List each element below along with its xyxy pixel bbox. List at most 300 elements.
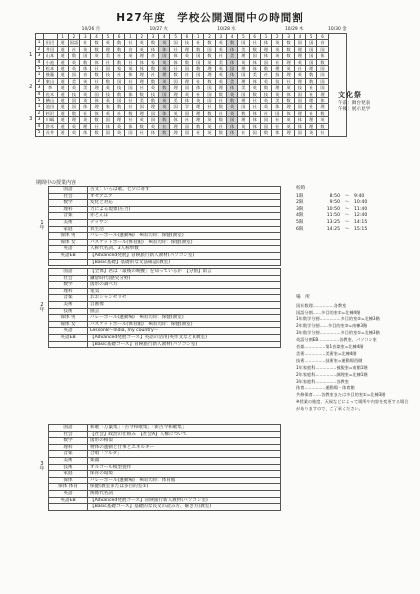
subject-cell: 国 bbox=[249, 130, 260, 136]
subject-cell: 理 bbox=[306, 66, 317, 72]
time-sep: 〜 bbox=[344, 200, 350, 206]
subject-cell: 数 bbox=[215, 130, 226, 136]
subject-cell: 体 bbox=[249, 117, 260, 123]
content-row bbox=[36, 308, 281, 315]
subject-cell: 体 bbox=[260, 40, 271, 46]
subject-cell: 体 bbox=[317, 53, 328, 59]
teacher-name: 後藤 bbox=[43, 72, 57, 78]
period-number: 4 bbox=[226, 34, 237, 40]
period-number: 6 bbox=[181, 34, 192, 40]
lesson-content: 保育の環境 bbox=[88, 471, 281, 478]
subject-cell: 体 bbox=[91, 98, 102, 104]
subject-cell: 数 bbox=[91, 117, 102, 123]
subject-cell: 体 bbox=[125, 72, 136, 78]
content-row bbox=[36, 321, 281, 328]
period-number: 4 bbox=[91, 34, 102, 40]
period-number: 1 bbox=[57, 34, 68, 40]
subject-cell: 家 bbox=[102, 104, 113, 110]
class-number: 5 bbox=[35, 66, 43, 72]
content-row bbox=[36, 295, 281, 302]
subject-name: 国語 bbox=[49, 425, 88, 432]
subject-name: 社会 bbox=[49, 193, 88, 200]
subject-cell: 社 bbox=[102, 59, 113, 65]
subject-cell: 英 bbox=[136, 40, 147, 46]
subject-cell: 体 bbox=[80, 66, 91, 72]
subject-cell: 技 bbox=[272, 78, 283, 84]
subject-cell: 国 bbox=[238, 40, 249, 46]
subject-cell: 道 bbox=[57, 85, 68, 91]
subject-cell: 体 bbox=[226, 59, 237, 65]
subject-cell: 家 bbox=[113, 66, 124, 72]
subject-cell: 理 bbox=[159, 72, 170, 78]
date-header: 10/30 金 bbox=[328, 26, 347, 32]
subject-cell: 社 bbox=[181, 72, 192, 78]
subject-cell: 英 bbox=[80, 98, 91, 104]
subject-cell: 国 bbox=[204, 46, 215, 52]
subject-cell: 数 bbox=[68, 110, 79, 116]
lesson-content: 自画像 bbox=[88, 301, 281, 308]
class-number: 4 bbox=[35, 123, 43, 129]
subject-cell: 国 bbox=[68, 104, 79, 110]
subject-cell: 国 bbox=[317, 66, 328, 72]
subject-cell: 美 bbox=[68, 78, 79, 84]
subject-cell: 理 bbox=[294, 110, 305, 116]
class-number: 3 bbox=[35, 117, 43, 123]
date-header: 10/28 水 bbox=[217, 26, 236, 32]
subject-cell: 社 bbox=[91, 123, 102, 129]
content-row bbox=[36, 219, 281, 226]
subject-cell: 英 bbox=[260, 78, 271, 84]
class-row bbox=[27, 53, 347, 59]
subject-cell: 理 bbox=[170, 130, 181, 136]
period-number: 5 bbox=[170, 34, 181, 40]
corner bbox=[35, 26, 43, 34]
subject-cell: 道 bbox=[57, 130, 68, 136]
subject-cell: 美 bbox=[238, 85, 249, 91]
subject-cell: 国 bbox=[204, 98, 215, 104]
subject-cell: 理 bbox=[306, 117, 317, 123]
corner bbox=[27, 26, 35, 34]
subject-name bbox=[49, 259, 88, 266]
subject-cell: 体 bbox=[226, 85, 237, 91]
subject-cell: 英 bbox=[215, 72, 226, 78]
period-number: 1 bbox=[125, 34, 136, 40]
subject-cell: 理 bbox=[193, 104, 204, 110]
subject-cell: 英 bbox=[181, 91, 192, 97]
subject-cell: 英 bbox=[283, 123, 294, 129]
lesson-content: 力による現象(圧力) bbox=[88, 206, 281, 213]
lesson-content: 変化と対応 bbox=[88, 200, 281, 207]
class-row bbox=[27, 66, 347, 72]
period-row bbox=[27, 34, 347, 40]
subject-name: 理科 bbox=[49, 288, 88, 295]
subject-cell: 国 bbox=[238, 104, 249, 110]
subject-cell: 国 bbox=[294, 130, 305, 136]
subject-cell: 技 bbox=[294, 85, 305, 91]
subject-name: 家庭 bbox=[49, 471, 88, 478]
subject-cell: 理 bbox=[283, 130, 294, 136]
subject-cell: 社 bbox=[68, 46, 79, 52]
subject-cell: 数 bbox=[193, 46, 204, 52]
subject-name bbox=[49, 504, 88, 511]
class-number: 5 bbox=[35, 130, 43, 136]
subject-cell: 体 bbox=[80, 130, 91, 136]
subject-cell: 理 bbox=[170, 123, 181, 129]
subject-cell: 英 bbox=[283, 117, 294, 123]
subject-name bbox=[49, 341, 88, 348]
subject-cell: 国 bbox=[260, 59, 271, 65]
subject-cell: 国 bbox=[249, 53, 260, 59]
teacher-name: 東山 bbox=[43, 78, 57, 84]
subject-name: 技術 bbox=[49, 308, 88, 315]
lesson-content: 楽器 bbox=[88, 457, 281, 464]
subject-name: 保体 男 bbox=[49, 315, 88, 322]
content-row bbox=[36, 328, 281, 335]
subject-name: 英語EB bbox=[49, 252, 88, 259]
subject-cell: 道 bbox=[57, 91, 68, 97]
subject-cell: 国 bbox=[181, 85, 192, 91]
subject-cell: 体 bbox=[249, 110, 260, 116]
subject-cell: 数 bbox=[181, 59, 192, 65]
period-number: 2 bbox=[136, 34, 147, 40]
subject-cell: 数 bbox=[113, 46, 124, 52]
subject-cell: 社 bbox=[80, 110, 91, 116]
class-row bbox=[27, 98, 347, 104]
subject-cell: 英 bbox=[272, 91, 283, 97]
subject-cell: 国 bbox=[317, 85, 328, 91]
subject-cell: 社 bbox=[306, 91, 317, 97]
places-block bbox=[296, 295, 412, 413]
content-row bbox=[36, 334, 281, 341]
subject-cell: 理 bbox=[136, 72, 147, 78]
subject-cell: 社 bbox=[170, 66, 181, 72]
subject-name: 国語 bbox=[49, 187, 88, 194]
period-number: 3 bbox=[147, 34, 158, 40]
subject-cell: 英 bbox=[215, 46, 226, 52]
lesson-content: おおシャンゼリゼ bbox=[88, 295, 281, 302]
subject-cell: 体 bbox=[147, 130, 158, 136]
subject-cell: 英 bbox=[306, 130, 317, 136]
subject-cell: 理 bbox=[68, 117, 79, 123]
subject-cell: 英 bbox=[260, 104, 271, 110]
period-number: 1 bbox=[193, 34, 204, 40]
subject-cell: 数 bbox=[317, 59, 328, 65]
subject-cell: 体 bbox=[226, 46, 237, 52]
subject-cell: 数 bbox=[91, 72, 102, 78]
subject-name: 音楽 bbox=[49, 451, 88, 458]
content-row bbox=[36, 187, 281, 194]
subject-name: 数学 bbox=[49, 282, 88, 289]
subject-cell: 数 bbox=[317, 110, 328, 116]
teacher-name: 田辺 bbox=[43, 40, 57, 46]
subject-cell: 道 bbox=[57, 46, 68, 52]
subject-cell: 国 bbox=[80, 53, 91, 59]
lesson-content: 物体の運動と仕事とエネルギー bbox=[88, 444, 281, 451]
subject-cell: 国 bbox=[170, 104, 181, 110]
class-row bbox=[27, 78, 347, 84]
subject-cell: 理 bbox=[238, 66, 249, 72]
content-row bbox=[36, 431, 281, 438]
subject-cell: 理 bbox=[113, 117, 124, 123]
subject-cell: 国 bbox=[102, 66, 113, 72]
subject-cell: 体 bbox=[193, 85, 204, 91]
lesson-content: オセアニア bbox=[88, 193, 281, 200]
class-number: 2 bbox=[35, 110, 43, 116]
subject-cell: 理 bbox=[80, 123, 91, 129]
subject-cell: 英 bbox=[283, 85, 294, 91]
subject-cell: 美 bbox=[170, 98, 181, 104]
subject-cell: 理 bbox=[317, 104, 328, 110]
subject-cell: 理 bbox=[260, 46, 271, 52]
subject-cell: 道 bbox=[57, 78, 68, 84]
subject-cell: 体 bbox=[317, 98, 328, 104]
time-sep: 〜 bbox=[344, 226, 350, 232]
subject-cell: 数 bbox=[80, 59, 91, 65]
subject-name: 音楽 bbox=[49, 213, 88, 220]
subject-name: 保体 体育 bbox=[49, 484, 88, 491]
lesson-content: 人称代名詞、3人称単数 bbox=[88, 246, 281, 253]
subject-cell: 国 bbox=[204, 85, 215, 91]
time-sep: 〜 bbox=[344, 219, 350, 225]
subject-cell: 社 bbox=[215, 123, 226, 129]
subject-cell: 数 bbox=[215, 104, 226, 110]
subject-cell: 社 bbox=[193, 78, 204, 84]
subject-cell: 国 bbox=[204, 91, 215, 97]
period-number: 1 bbox=[260, 34, 271, 40]
class-number: 2 bbox=[35, 78, 43, 84]
subject-cell: 家 bbox=[147, 59, 158, 65]
content-row bbox=[36, 457, 281, 464]
subject-cell: 数 bbox=[147, 40, 158, 46]
content-row bbox=[36, 444, 281, 451]
subject-cell: 道 bbox=[57, 40, 68, 46]
subject-cell: 国 bbox=[238, 72, 249, 78]
subject-cell: 美 bbox=[226, 53, 237, 59]
subject-cell: 社 bbox=[260, 110, 271, 116]
subject-cell: 美 bbox=[136, 98, 147, 104]
subject-cell: 英 bbox=[102, 98, 113, 104]
place-line: 3年家庭科……………各教室 bbox=[296, 378, 349, 384]
subject-cell: 理 bbox=[204, 66, 215, 72]
class-number: 4 bbox=[35, 59, 43, 65]
place-line: 1年数学分割……………多目的室②=北棟3階 bbox=[296, 316, 380, 322]
period-number: 3 bbox=[215, 34, 226, 40]
end-time: 9:40 bbox=[354, 193, 365, 199]
subject-cell: 理 bbox=[306, 98, 317, 104]
lesson-content: 【Basic基礎コース】基礎的な長文の読み方、解き方(教室) bbox=[88, 504, 281, 511]
subject-cell: 数 bbox=[204, 40, 215, 46]
subject-name: 保体 男 bbox=[49, 233, 88, 240]
teacher-name: 井田 bbox=[43, 46, 57, 52]
subject-cell: 社 bbox=[306, 104, 317, 110]
lesson-content: 【Advanced発展コース】英語の活用(英作文など)(教室) bbox=[88, 334, 281, 341]
subject-cell: 社 bbox=[215, 110, 226, 116]
content-row bbox=[36, 464, 281, 471]
subject-cell: 社 bbox=[283, 78, 294, 84]
subject-cell: 社 bbox=[249, 104, 260, 110]
time-sep: 〜 bbox=[344, 193, 350, 199]
subject-cell: 社 bbox=[215, 53, 226, 59]
subject-cell: 体 bbox=[249, 123, 260, 129]
period-number: 2 bbox=[272, 34, 283, 40]
lesson-content: 図形の相似 bbox=[88, 438, 281, 445]
subject-cell: 英 bbox=[215, 78, 226, 84]
subject-cell: 国 bbox=[91, 91, 102, 97]
subject-cell: 道 bbox=[57, 59, 68, 65]
subject-cell: 道 bbox=[57, 66, 68, 72]
subject-name: 保体 bbox=[49, 477, 88, 484]
subject-name: 社会 bbox=[49, 431, 88, 438]
class-number: 1 bbox=[35, 72, 43, 78]
subject-cell: 英 bbox=[159, 59, 170, 65]
subject-cell: 英 bbox=[272, 40, 283, 46]
subject-cell: 国 bbox=[113, 98, 124, 104]
class-row bbox=[27, 110, 347, 116]
subject-cell: 英 bbox=[80, 46, 91, 52]
subject-cell: 英 bbox=[125, 66, 136, 72]
content-row bbox=[36, 504, 281, 511]
subject-cell: 社 bbox=[215, 98, 226, 104]
teacher-name: 川嶋 bbox=[43, 117, 57, 123]
place-line: 体育……………運動場・体育館 bbox=[296, 385, 355, 391]
class-number: 4 bbox=[35, 91, 43, 97]
subject-cell: 数 bbox=[283, 40, 294, 46]
place-line: 1年家庭科……………被服室=南館1階 bbox=[296, 364, 368, 370]
place-line: 技術……………技術室=運動場西側 bbox=[296, 357, 363, 363]
subject-cell: 英 bbox=[272, 46, 283, 52]
end-time: 10:40 bbox=[354, 200, 368, 206]
class-number: 5 bbox=[35, 98, 43, 104]
subject-cell: 道 bbox=[57, 117, 68, 123]
subject-cell: 社 bbox=[204, 104, 215, 110]
subject-cell: 英 bbox=[204, 123, 215, 129]
subject-cell: 理 bbox=[136, 53, 147, 59]
subject-cell: 体 bbox=[170, 117, 181, 123]
content-row bbox=[36, 206, 281, 213]
content-row bbox=[36, 497, 281, 504]
subject-cell: 英 bbox=[260, 98, 271, 104]
subject-cell: 社 bbox=[260, 72, 271, 78]
date-header: 10/26 月 bbox=[81, 26, 101, 32]
subject-cell: 英 bbox=[147, 85, 158, 91]
subject-cell: 国 bbox=[317, 46, 328, 52]
teacher-name: 佐木 bbox=[43, 91, 57, 97]
schedule-row bbox=[296, 200, 367, 207]
date-row bbox=[27, 26, 347, 34]
subject-cell: 英 bbox=[317, 117, 328, 123]
subject-cell: 体 bbox=[91, 59, 102, 65]
class-row bbox=[27, 104, 347, 110]
subject-cell: 体 bbox=[249, 59, 260, 65]
subject-cell: 美 bbox=[80, 85, 91, 91]
period-number: 4 bbox=[159, 34, 170, 40]
subject-cell: 理 bbox=[102, 46, 113, 52]
subject-cell: 体 bbox=[272, 130, 283, 136]
grade2-contents bbox=[36, 268, 281, 348]
subject-cell: 社 bbox=[125, 40, 136, 46]
subject-cell: 国 bbox=[193, 53, 204, 59]
class-row bbox=[27, 46, 347, 52]
subject-cell: 社 bbox=[306, 110, 317, 116]
subject-cell: 数 bbox=[91, 130, 102, 136]
subject-cell: 英 bbox=[136, 117, 147, 123]
period-number: 2 bbox=[68, 34, 79, 40]
subject-name: 英語EB bbox=[49, 497, 88, 504]
time-sep: 〜 bbox=[344, 213, 350, 219]
subject-cell: 英 bbox=[68, 66, 79, 72]
subject-cell: 国 bbox=[125, 130, 136, 136]
subject-name: 技術 bbox=[49, 464, 88, 471]
subject-cell: 英 bbox=[159, 78, 170, 84]
subject-cell: 社 bbox=[170, 46, 181, 52]
subject-cell: 英 bbox=[204, 130, 215, 136]
subject-cell: 英 bbox=[159, 98, 170, 104]
subject-cell: 英 bbox=[68, 85, 79, 91]
subject-cell: 国 bbox=[102, 130, 113, 136]
subject-cell: 国 bbox=[272, 110, 283, 116]
start-time: 14:25 bbox=[326, 226, 340, 232]
subject-cell: 理 bbox=[283, 72, 294, 78]
start-time: 11:50 bbox=[326, 213, 340, 219]
subject-name: 美術 bbox=[49, 457, 88, 464]
subject-cell: 理 bbox=[294, 78, 305, 84]
subject-cell: 英 bbox=[68, 123, 79, 129]
start-time: 9:50 bbox=[329, 200, 340, 206]
subject-cell: 国 bbox=[68, 72, 79, 78]
subject-cell: 社 bbox=[317, 130, 328, 136]
subject-cell: 道 bbox=[57, 53, 68, 59]
subject-cell: 道 bbox=[57, 98, 68, 104]
period-number: 5 bbox=[102, 34, 113, 40]
section-title: 期間中の授業内容 bbox=[36, 180, 77, 186]
subject-cell: 国 bbox=[306, 40, 317, 46]
subject-cell: 英 bbox=[113, 130, 124, 136]
subject-cell: 体 bbox=[283, 91, 294, 97]
subject-cell: 数 bbox=[147, 78, 158, 84]
subject-cell: 国 bbox=[181, 123, 192, 129]
subject-cell: 理 bbox=[306, 123, 317, 129]
subject-cell: 国 bbox=[181, 66, 192, 72]
subject-cell: 体 bbox=[294, 117, 305, 123]
subject-cell: 英 bbox=[272, 53, 283, 59]
teacher-name: 杉沢 bbox=[43, 110, 57, 116]
subject-cell: 道 bbox=[57, 72, 68, 78]
subject-cell: 英 bbox=[226, 91, 237, 97]
subject-cell: 体 bbox=[226, 123, 237, 129]
subject-cell: 英 bbox=[193, 98, 204, 104]
subject-name: 数学 bbox=[49, 438, 88, 445]
subject-cell: 社 bbox=[193, 40, 204, 46]
lesson-content: 衣生活 bbox=[88, 226, 281, 233]
content-row bbox=[36, 259, 281, 266]
subject-cell: 体 bbox=[181, 98, 192, 104]
subject-cell: 数 bbox=[136, 123, 147, 129]
subject-cell: 体 bbox=[294, 123, 305, 129]
lesson-content: Lesson8〜India, my country〜 bbox=[88, 328, 281, 335]
subject-cell: 英 bbox=[238, 59, 249, 65]
subject-cell: 国 bbox=[125, 85, 136, 91]
content-row bbox=[36, 282, 281, 289]
subject-cell: 体 bbox=[91, 110, 102, 116]
schedule-row bbox=[296, 220, 367, 227]
content-row bbox=[36, 490, 281, 497]
content-row bbox=[36, 301, 281, 308]
period-label: 3限 bbox=[296, 206, 304, 212]
subject-cell: 国 bbox=[238, 91, 249, 97]
end-time: 11:40 bbox=[354, 206, 368, 212]
content-row bbox=[36, 425, 281, 432]
subject-cell: 社 bbox=[159, 123, 170, 129]
